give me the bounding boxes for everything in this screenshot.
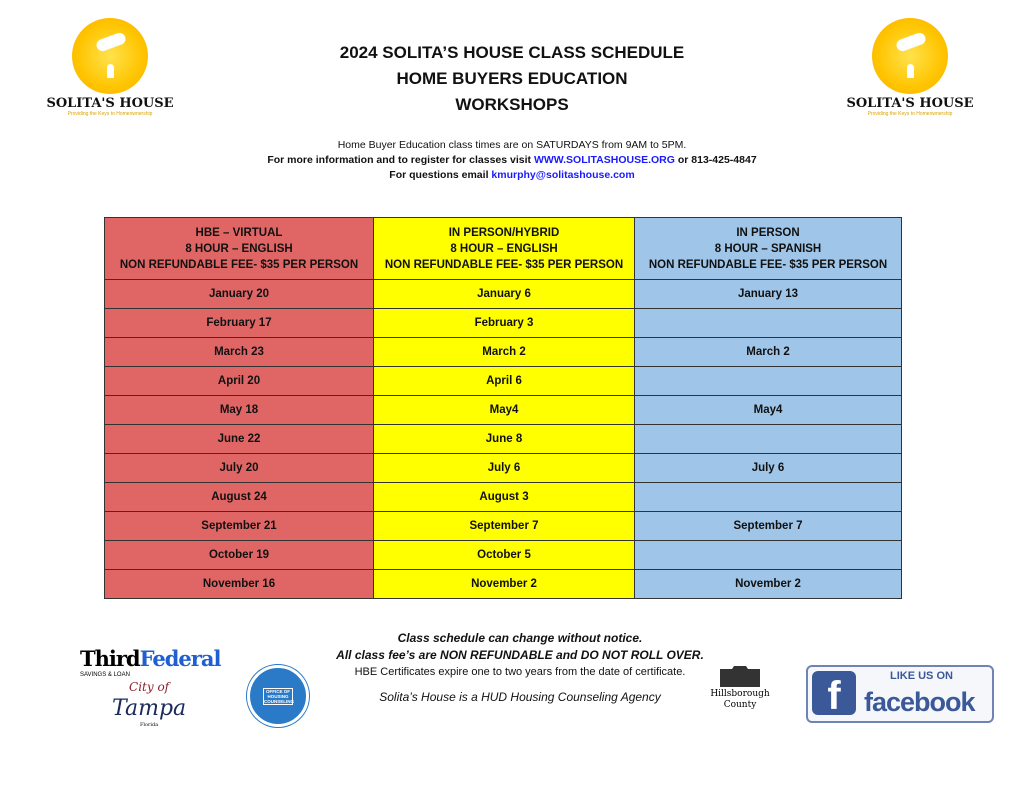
date-cell: November 2 [635, 570, 902, 599]
notes: Class schedule can change without notice. All class fee’s are NON REFUNDABLE and DO NOT ROLL OVER. HBE Certificates expire one to two years from the date of certificate. Solita’s House is a HUD Housing Counseling Agency [336, 631, 704, 704]
schedule-table [104, 217, 902, 599]
date-cell: March 2 [374, 338, 635, 367]
column-header: HBE – VIRTUAL 8 HOUR – ENGLISH NON REFUNDABLE FEE- $35 PER PERSON [105, 218, 374, 280]
website-link[interactable]: WWW.SOLITASHOUSE.ORG [533, 154, 675, 166]
courthouse-icon [720, 657, 760, 687]
table-row [105, 541, 902, 570]
third-federal-logo: ThirdFederal SAVINGS & LOAN [80, 646, 221, 678]
date-cell [635, 541, 902, 570]
date-cell: November 2 [374, 570, 635, 599]
date-cell: February 17 [105, 309, 374, 338]
header-row [105, 218, 902, 280]
table-row [105, 309, 902, 338]
date-cell [635, 367, 902, 396]
column-header: IN PERSON 8 HOUR – SPANISH NON REFUNDABLE FEE- $35 PER PERSON [635, 218, 902, 280]
date-cell: January 6 [374, 280, 635, 309]
date-cell: June 22 [105, 425, 374, 454]
table-row [105, 367, 902, 396]
date-cell: March 23 [105, 338, 374, 367]
date-cell: May4 [374, 396, 635, 425]
date-cell: June 8 [374, 425, 635, 454]
table-row [105, 512, 902, 541]
date-cell: May 18 [105, 396, 374, 425]
facebook-like-button[interactable]: f LIKE US ON facebook [806, 665, 994, 723]
date-cell: November 16 [105, 570, 374, 599]
date-cell: September 21 [105, 512, 374, 541]
solitas-house-logo-right: SOLITA'S HOUSE Providing the Keys to Homeownership [845, 18, 975, 117]
table-row [105, 570, 902, 599]
table-row [105, 454, 902, 483]
table-row [105, 425, 902, 454]
date-cell: July 20 [105, 454, 374, 483]
date-cell: September 7 [374, 512, 635, 541]
date-cell: October 5 [374, 541, 635, 570]
page-title: 2024 SOLITA’S HOUSE CLASS SCHEDULE HOME BUYERS EDUCATION WORKSHOPS [339, 43, 685, 114]
date-cell [635, 425, 902, 454]
table-row [105, 338, 902, 367]
date-cell: January 20 [105, 280, 374, 309]
solitas-house-logo-left: SOLITA'S HOUSE Providing the Keys to Homeownership [45, 18, 175, 117]
date-cell: July 6 [635, 454, 902, 483]
email-link[interactable]: kmurphy@solitashouse.com [491, 169, 635, 181]
column-header: IN PERSON/HYBRID 8 HOUR – ENGLISH NON REFUNDABLE FEE- $35 PER PERSON [374, 218, 635, 280]
date-cell: August 3 [374, 483, 635, 512]
info-block: Home Buyer Education class times are on SATURDAYS from 9AM to 5PM. For more information and to register for classes visit WWW.SOLITASHOUSE.ORG or 813-425-4847 For questions email kmurphy@solitashouse.com [267, 139, 757, 181]
hud-housing-counseling-seal: OFFICE OF HOUSING COUNSELING [247, 665, 309, 727]
date-cell: March 2 [635, 338, 902, 367]
date-cell [635, 309, 902, 338]
date-cell [635, 483, 902, 512]
table-row [105, 483, 902, 512]
date-cell: September 7 [635, 512, 902, 541]
date-cell: April 6 [374, 367, 635, 396]
city-of-tampa-logo: City of Tampa Florida [112, 680, 187, 728]
date-cell: May4 [635, 396, 902, 425]
date-cell: July 6 [374, 454, 635, 483]
date-cell: October 19 [105, 541, 374, 570]
table-row [105, 396, 902, 425]
facebook-f-icon: f [812, 671, 856, 715]
date-cell: February 3 [374, 309, 635, 338]
hillsborough-county-logo: Hillsborough County [707, 657, 773, 711]
date-cell: August 24 [105, 483, 374, 512]
date-cell: April 20 [105, 367, 374, 396]
table-row [105, 280, 902, 309]
date-cell: January 13 [635, 280, 902, 309]
